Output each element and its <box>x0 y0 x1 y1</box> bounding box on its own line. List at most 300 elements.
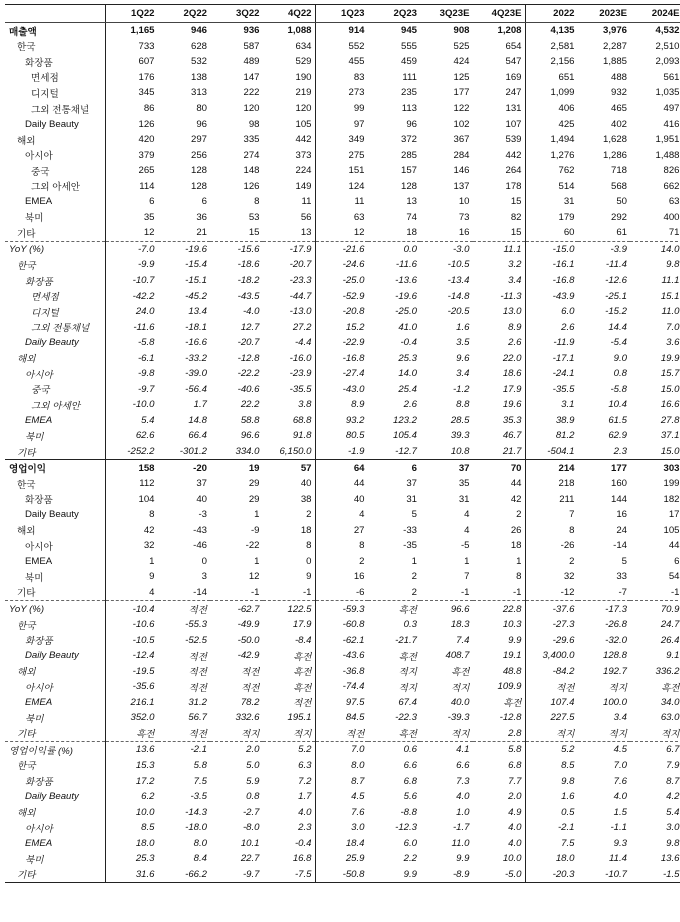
table-cell: 128.8 <box>602 650 627 662</box>
table-cell: -17.9 <box>263 241 316 257</box>
table-cell: -12.8 <box>473 710 526 726</box>
table-cell: -39.3 <box>447 712 470 724</box>
table-row <box>5 554 680 570</box>
table-cell: -12.8 <box>237 352 260 364</box>
table-cell: -9 <box>250 524 260 536</box>
table-cell: -11.3 <box>473 288 526 304</box>
table-cell: 5.4 <box>141 414 155 426</box>
table-cell: -3.9 <box>578 241 631 257</box>
table-cell: 31 <box>406 493 417 505</box>
table-cell: -10.7 <box>578 867 631 883</box>
table-cell: 83 <box>353 71 365 83</box>
table-cell: -6.1 <box>137 352 155 364</box>
table-cell: 114 <box>139 180 155 192</box>
table-cell: -5.0 <box>473 867 526 883</box>
table-cell: 50 <box>616 196 627 208</box>
row-label: 아시아 <box>5 679 105 695</box>
table-cell: 7.7 <box>473 773 526 789</box>
table-cell: 29 <box>248 493 260 505</box>
table-cell: 5.6 <box>403 791 417 803</box>
table-cell: 6 <box>674 555 680 567</box>
table-cell: 6.2 <box>141 791 155 803</box>
row-label: 북미 <box>5 569 105 585</box>
table-cell: 6 <box>201 196 207 208</box>
table-cell: -15.1 <box>185 275 207 287</box>
table-cell: 1,286 <box>602 149 627 161</box>
table-cell: 334.0 <box>235 446 260 458</box>
table-cell: 313 <box>190 87 207 99</box>
table-cell: 22.7 <box>240 853 260 865</box>
table-cell: 8 <box>254 196 260 208</box>
row-label: Daily Beauty <box>5 648 105 664</box>
table-cell: 66.4 <box>188 430 207 442</box>
table-row <box>5 695 680 711</box>
table-cell: 4 <box>464 524 470 536</box>
table-cell: 826 <box>663 165 680 177</box>
table-cell: 5.8 <box>193 759 207 771</box>
table-cell: -43 <box>193 524 207 536</box>
table-cell: 109.9 <box>473 679 526 695</box>
table-cell: 408.7 <box>445 650 470 662</box>
table-cell: 5.9 <box>246 775 260 787</box>
row-label: 해외 <box>5 350 105 366</box>
table-cell: 651 <box>558 71 575 83</box>
row-label: 영업이익 <box>5 460 105 476</box>
table-cell: 2,510 <box>655 40 680 52</box>
table-cell: 5.2 <box>263 742 316 758</box>
table-cell: 552 <box>348 40 365 52</box>
table-cell: 63 <box>668 196 680 208</box>
table-cell: 7 <box>464 571 470 583</box>
table-cell: 16.8 <box>263 851 316 867</box>
table-cell: 70.9 <box>630 601 680 617</box>
table-cell: 3.4 <box>613 712 627 724</box>
table-cell: 1 <box>473 554 526 570</box>
table-cell: -20.7 <box>263 257 316 273</box>
table-cell: 15 <box>473 194 526 210</box>
table-cell: 적지 <box>660 729 680 741</box>
table-cell: 107.4 <box>550 696 575 708</box>
table-row <box>5 54 680 70</box>
table-cell: 31.6 <box>105 867 158 883</box>
table-cell: -15.4 <box>185 259 207 271</box>
table-cell: -9.9 <box>137 259 155 271</box>
table-cell: 11.1 <box>473 241 526 257</box>
table-cell: -12.7 <box>395 446 417 458</box>
table-cell: 144 <box>610 493 627 505</box>
row-label: Daily Beauty <box>5 789 105 805</box>
table-cell: 적전 <box>240 682 260 694</box>
table-cell: 10.8 <box>450 446 470 458</box>
table-cell: 3.4 <box>473 273 526 289</box>
table-row <box>5 178 680 194</box>
table-cell: -5.8 <box>610 383 627 395</box>
table-cell: -4.0 <box>242 306 260 318</box>
table-cell: 40.0 <box>450 696 470 708</box>
table-cell: 22.2 <box>240 399 260 411</box>
table-cell: 402 <box>610 118 627 130</box>
table-cell: 40 <box>353 493 365 505</box>
table-cell: -22 <box>245 540 260 552</box>
table-cell: 3.0 <box>666 822 680 834</box>
table-cell: 2.8 <box>473 726 526 742</box>
table-cell: 539 <box>473 132 526 148</box>
table-cell: 37 <box>406 478 417 490</box>
row-label: 한국 <box>5 257 105 273</box>
table-cell: 82 <box>473 210 526 226</box>
table-cell: 8 <box>473 569 526 585</box>
table-cell: 96 <box>406 118 417 130</box>
table-cell: 13.6 <box>660 853 680 865</box>
table-cell: -0.4 <box>400 337 417 349</box>
table-cell: -2.1 <box>158 742 211 758</box>
table-cell: 11.0 <box>661 306 680 318</box>
row-label: 디지털 <box>5 85 105 101</box>
table-cell: -84.2 <box>552 665 575 677</box>
table-cell: 34.0 <box>660 696 680 708</box>
table-cell: -29.6 <box>552 634 575 646</box>
table-cell: 13 <box>406 196 417 208</box>
table-row <box>5 335 680 351</box>
table-cell: 654 <box>473 39 526 55</box>
row-label: 면세점 <box>5 70 105 86</box>
table-cell: 80 <box>196 103 207 114</box>
table-cell: 56.7 <box>188 712 207 724</box>
table-cell: -2.7 <box>242 806 260 818</box>
table-cell: -39.0 <box>185 368 207 380</box>
table-cell: 2.0 <box>210 742 263 758</box>
table-cell: 113 <box>401 103 417 114</box>
table-cell: 587 <box>243 40 260 52</box>
table-cell: 7.0 <box>666 321 680 333</box>
table-cell: 1,088 <box>263 23 316 39</box>
table-cell: 104 <box>138 493 155 505</box>
row-label: Daily Beauty <box>5 507 105 523</box>
table-row <box>5 726 680 742</box>
table-cell: 442 <box>263 132 316 148</box>
table-cell: 128 <box>400 180 417 192</box>
table-cell: 1,951 <box>655 134 680 146</box>
row-label: 영업이익률 (%) <box>5 742 105 758</box>
table-cell: 6 <box>149 196 155 208</box>
table-cell: 4.0 <box>473 820 526 836</box>
table-cell: 192.7 <box>602 665 627 677</box>
table-cell: -24.6 <box>342 259 365 271</box>
table-row <box>5 710 680 726</box>
table-cell: 4,135 <box>550 25 575 37</box>
table-cell: 4.0 <box>456 791 470 803</box>
table-cell: -13.4 <box>447 275 470 287</box>
table-cell: 0.6 <box>368 742 421 758</box>
table-cell: 0.8 <box>613 368 627 380</box>
table-cell: 303 <box>630 460 680 476</box>
table-cell: -12.4 <box>132 650 155 662</box>
table-cell: 9 <box>149 571 155 583</box>
table-cell: -1.9 <box>347 446 365 458</box>
table-cell: -19.6 <box>158 241 211 257</box>
table-cell: 718 <box>610 165 627 177</box>
row-label: 기타 <box>5 225 105 241</box>
table-cell: 3,400.0 <box>542 650 575 662</box>
table-cell: 13.6 <box>105 742 158 758</box>
table-cell: 455 <box>348 56 365 68</box>
table-cell: 42 <box>143 524 155 536</box>
table-cell: -15.0 <box>525 241 578 257</box>
table-cell: -35.6 <box>132 681 155 693</box>
table-row <box>5 288 680 304</box>
table-cell: 2 <box>411 571 417 583</box>
table-cell: 1.7 <box>193 399 207 411</box>
table-cell: 15.0 <box>660 446 680 458</box>
table-cell: -20.7 <box>237 337 260 349</box>
table-cell: 146 <box>453 165 470 177</box>
table-cell: 24 <box>616 524 627 536</box>
table-cell: 흑전 <box>368 601 421 617</box>
table-cell: 3.0 <box>351 822 365 834</box>
table-row <box>5 632 680 648</box>
table-cell: 12 <box>353 227 365 239</box>
table-cell: 224 <box>263 163 316 179</box>
table-cell: 14.0 <box>398 368 417 380</box>
table-cell: -16.6 <box>185 337 207 349</box>
table-cell: -59.3 <box>315 601 368 617</box>
table-cell: 18.4 <box>345 837 365 849</box>
table-cell: -0.4 <box>263 835 316 851</box>
table-cell: 31 <box>458 493 470 505</box>
table-cell: 96.6 <box>420 601 473 617</box>
table-cell: 4.1 <box>420 742 473 758</box>
table-cell: 1,035 <box>655 87 680 99</box>
table-cell: -11.6 <box>133 321 155 333</box>
table-cell: 1,885 <box>602 56 627 68</box>
table-cell: 160 <box>610 478 627 490</box>
table-cell: 1 <box>254 555 260 567</box>
table-cell: 68.8 <box>263 413 316 429</box>
table-cell: 4.0 <box>263 804 316 820</box>
table-row <box>5 867 680 883</box>
table-cell: 9 <box>263 569 316 585</box>
table-cell: 6.3 <box>263 758 316 774</box>
table-cell: 124 <box>348 180 365 192</box>
table-row <box>5 569 680 585</box>
table-cell: -50.0 <box>237 634 260 646</box>
table-cell: -55.3 <box>185 619 207 631</box>
table-cell: 56 <box>263 210 316 226</box>
table-cell: 219 <box>263 85 316 101</box>
table-cell: -9.7 <box>137 383 155 395</box>
table-cell: 349 <box>348 134 365 146</box>
table-row <box>5 23 680 39</box>
table-cell: 15.2 <box>345 321 365 333</box>
table-cell: 24.7 <box>660 619 680 631</box>
table-cell: 4.9 <box>473 804 526 820</box>
table-cell: -40.6 <box>237 383 260 395</box>
table-cell: 7 <box>569 509 575 521</box>
row-label: 화장품 <box>5 773 105 789</box>
table-cell: 297 <box>190 134 207 146</box>
table-cell: 137 <box>453 180 470 192</box>
table-cell: 5 <box>411 509 417 521</box>
table-cell: -1.5 <box>630 867 680 883</box>
table-cell: 122 <box>453 103 470 114</box>
table-cell: 459 <box>400 56 417 68</box>
table-row <box>5 85 680 101</box>
table-row <box>5 742 680 758</box>
table-row <box>5 350 680 366</box>
table-cell: -1 <box>670 586 680 598</box>
table-cell: 22.0 <box>473 350 526 366</box>
table-cell: 적전 <box>345 729 365 741</box>
table-cell: 19.1 <box>473 648 526 664</box>
table-cell: 120 <box>263 101 316 117</box>
table-cell: -10.0 <box>132 399 155 411</box>
table-cell: 6.6 <box>403 759 417 771</box>
table-cell: 6.8 <box>473 758 526 774</box>
row-label: 그외 아세안 <box>5 178 105 194</box>
table-cell: 91.8 <box>263 428 316 444</box>
table-cell: -1 <box>460 586 470 598</box>
row-label: 한국 <box>5 39 105 55</box>
table-cell: -5.4 <box>610 337 627 349</box>
table-cell: 흑전 <box>473 695 526 711</box>
table-cell: 17.9 <box>263 617 316 633</box>
table-row <box>5 617 680 633</box>
table-cell: 적지 <box>450 682 470 694</box>
table-cell: 25.3 <box>135 853 155 865</box>
table-cell: -11.6 <box>395 259 417 271</box>
table-cell: 178 <box>473 178 526 194</box>
row-label: 한국 <box>5 758 105 774</box>
row-label: 북미 <box>5 710 105 726</box>
table-cell: -44.7 <box>263 288 316 304</box>
table-cell: 100.0 <box>602 696 627 708</box>
table-cell: 227.5 <box>550 712 575 724</box>
column-header: 3Q23E <box>420 5 473 23</box>
table-cell: 2,156 <box>550 56 575 68</box>
table-cell: 568 <box>610 180 627 192</box>
table-cell: 0.3 <box>403 619 417 631</box>
table-cell: 21.7 <box>473 444 526 460</box>
table-cell: -18.2 <box>237 275 260 287</box>
table-cell: 74 <box>406 211 417 223</box>
table-cell: 8.9 <box>473 319 526 335</box>
table-cell: 7.4 <box>456 634 470 646</box>
table-row <box>5 70 680 86</box>
table-cell: 1,276 <box>550 149 575 161</box>
table-cell: 61 <box>616 227 627 239</box>
table-cell: -35 <box>403 540 417 552</box>
table-cell: 27 <box>353 524 365 536</box>
table-cell: 607 <box>138 56 155 68</box>
table-cell: 19 <box>210 460 263 476</box>
table-cell: 4.0 <box>473 835 526 851</box>
table-cell: 18 <box>406 227 417 239</box>
table-row <box>5 273 680 289</box>
table-cell: 2.2 <box>403 853 417 865</box>
table-cell: -19.6 <box>395 290 417 302</box>
row-label: 화장품 <box>5 54 105 70</box>
table-cell: 284 <box>453 149 470 161</box>
table-cell: 적지 <box>450 729 470 741</box>
table-cell: 9.9 <box>368 867 421 883</box>
table-cell: 18 <box>263 523 316 539</box>
table-cell: 2,093 <box>655 56 680 68</box>
table-cell: 2 <box>411 586 417 598</box>
table-cell: 적지 <box>608 682 627 694</box>
table-cell: 16 <box>616 509 627 521</box>
table-cell: 적전 <box>188 729 207 741</box>
table-cell: 9.8 <box>561 775 575 787</box>
table-cell: 63 <box>353 211 365 223</box>
table-cell: 352.0 <box>130 712 155 724</box>
table-cell: 400 <box>663 211 680 223</box>
row-label: 아시아 <box>5 820 105 836</box>
table-cell: 425 <box>558 118 575 130</box>
table-cell: 44 <box>668 540 680 552</box>
table-cell: 흑전 <box>660 682 680 694</box>
row-label: 해외 <box>5 523 105 539</box>
table-cell: 10.0 <box>135 806 155 818</box>
table-cell: 17.9 <box>473 382 526 398</box>
table-cell: 25.9 <box>345 853 365 865</box>
table-cell: 16.6 <box>660 399 680 411</box>
table-cell: 256 <box>190 149 207 161</box>
table-row <box>5 319 680 335</box>
row-label: YoY (%) <box>5 241 105 257</box>
table-cell: -4.4 <box>263 335 316 351</box>
table-row <box>5 194 680 210</box>
table-cell: 11.0 <box>451 837 470 849</box>
table-cell: 9.1 <box>666 650 680 662</box>
table-cell: 99 <box>353 103 365 114</box>
table-row <box>5 210 680 226</box>
table-cell: 216.1 <box>130 696 155 708</box>
table-cell: 8.7 <box>666 775 680 787</box>
row-label: 매출액 <box>5 23 105 39</box>
table-cell: 31 <box>563 196 575 208</box>
table-row <box>5 397 680 413</box>
table-cell: 182 <box>663 493 680 505</box>
table-cell: 265 <box>138 165 155 177</box>
table-cell: -1 <box>473 585 526 601</box>
table-cell: 151 <box>348 165 365 177</box>
row-label: 아시아 <box>5 147 105 163</box>
header-corner <box>5 5 105 23</box>
table-cell: 6.0 <box>403 837 417 849</box>
table-cell: 흑전 <box>398 729 417 741</box>
table-cell: 157 <box>400 165 417 177</box>
table-cell: 529 <box>263 54 316 70</box>
table-row <box>5 507 680 523</box>
table-cell: 80.5 <box>345 430 365 442</box>
table-cell: -252.2 <box>127 446 155 458</box>
table-cell: 373 <box>263 147 316 163</box>
table-cell: -16.0 <box>263 350 316 366</box>
table-cell: 53 <box>248 211 260 223</box>
table-cell: -66.2 <box>158 867 211 883</box>
table-row <box>5 758 680 774</box>
row-label: 기타 <box>5 444 105 460</box>
table-cell: -7.5 <box>263 867 316 883</box>
table-cell: 58.8 <box>240 414 260 426</box>
table-cell: 28.5 <box>450 414 470 426</box>
table-cell: 190 <box>263 70 316 86</box>
table-cell: -14 <box>193 586 207 598</box>
table-cell: -5.8 <box>137 337 155 349</box>
table-cell: 15.1 <box>660 290 680 302</box>
table-cell: -13.0 <box>263 304 316 320</box>
table-row <box>5 648 680 664</box>
